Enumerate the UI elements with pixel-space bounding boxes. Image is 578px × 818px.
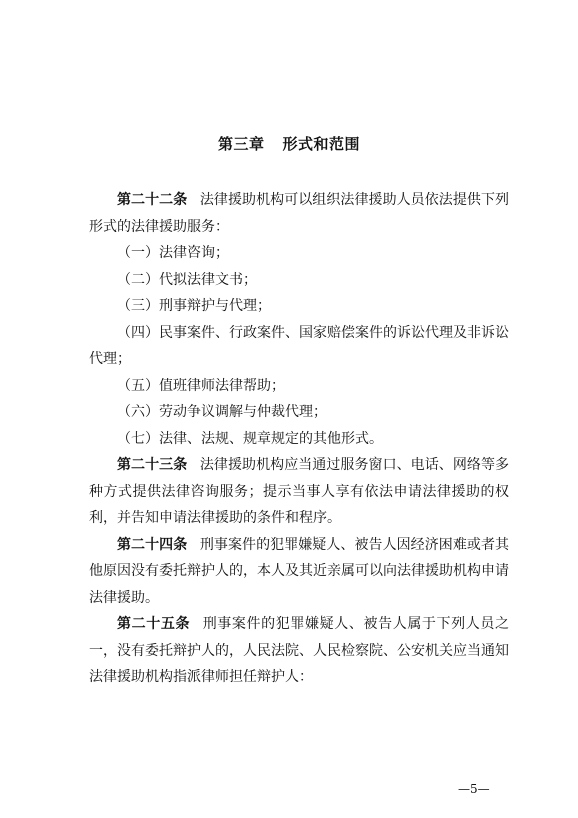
- list-item: （一）法律咨询；: [117, 245, 229, 261]
- article-label: 第二十二条: [117, 192, 188, 208]
- list-item: （五）值班律师法律帮助；: [117, 377, 285, 394]
- article-22: [89, 187, 509, 240]
- list-item: （三）刑事辩护与代理；: [117, 298, 271, 314]
- article-text: 法律援助机构应当通过服务窗口、电话、网络等多种方式提供法律咨询服务；提示当事人享有依法申请法律援助的权利，并告知申请法律援助的条件和程序。: [89, 457, 510, 526]
- article-24: [89, 532, 509, 612]
- article-text: 法律援助机构可以组织法律援助人员依法提供下列形式的法律援助服务：: [89, 192, 510, 235]
- page-number: —5—: [458, 782, 490, 796]
- article-label: 第二十五条: [117, 616, 191, 632]
- list-item: （二）代拟法律文书；: [117, 271, 257, 288]
- article-23: [89, 452, 509, 532]
- chapter-heading: [0, 133, 578, 154]
- chapter-title-text: 形式和范围: [282, 135, 361, 153]
- chapter-number: 第三章: [217, 135, 265, 153]
- list-item: （四）民事案件、行政案件、国家赔偿案件的诉讼代理及非诉讼代理；: [89, 324, 509, 367]
- article-text: 刑事案件的犯罪嫌疑人、被告人属于下列人员之一，没有委托辩护人的，人民法院、人民检察院、公安机关应当通知法律援助机构指派律师担任辩护人：: [89, 616, 510, 685]
- list-item: （七）法律、法规、规章规定的其他形式。: [117, 430, 383, 447]
- article-label: 第二十四条: [117, 536, 188, 553]
- list-item: （六）劳动争议调解与仲裁代理；: [117, 404, 327, 420]
- chapter-body: [89, 187, 509, 691]
- article-25: [89, 611, 509, 691]
- article-text: 刑事案件的犯罪嫌疑人、被告人因经济困难或者其他原因没有委托辩护人的，本人及其近亲属可以向法律援助机构申请法律援助。: [89, 536, 510, 606]
- article-label: 第二十三条: [117, 457, 188, 473]
